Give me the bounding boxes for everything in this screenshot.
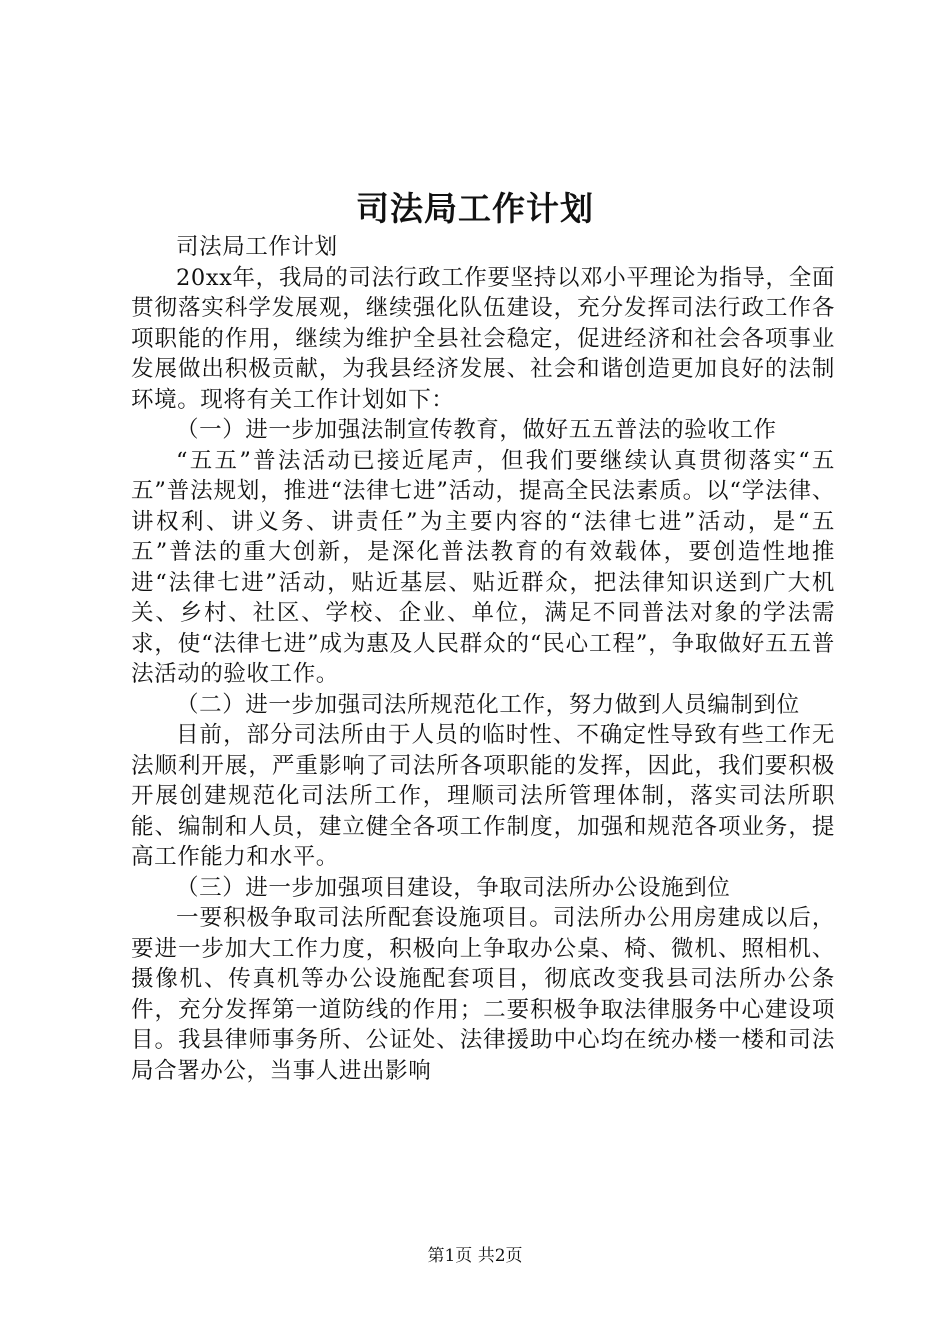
section-heading-2: （二）进一步加强司法所规范化工作，努力做到人员编制到位 [176,691,800,718]
document-title: 司法局工作计划 [356,189,594,228]
paragraph-subtitle: 司法局工作计划 [176,234,338,260]
paragraph-section-2: 目前，部分司法所由于人员的临时性、不确定性导致有些工作无法顺利开展，严重影响了司法所各项职能的发挥，因此，我们要积极开展创建规范化司法所工作，理顺司法所管理体制，落实司法所职能、编制和人员，建立健全各项工作制度，加强和规范各项业务，提高工作能力和水平。 [131,722,835,870]
document-body [131,232,835,1086]
paragraph-intro: 20xx年，我局的司法行政工作要坚持以邓小平理论为指导，全面贯彻落实科学发展观，继续强化队伍建设，充分发挥司法行政工作各项职能的作用，继续为维护全县社会稳定，促进经济和社会各项事业发展做出积极贡献，为我县经济发展、社会和谐创造更加良好的法制环境。现将有关工作计划如下： [131,264,835,413]
paragraph-section-1: “五五”普法活动已接近尾声，但我们要继续认真贯彻落实“五五”普法规划，推进“法律七进”活动，提高全民法素质。以“学法律、讲权利、讲义务、讲责任”为主要内容的“法律七进”活动，是“五五”普法的重大创新，是深化普法教育的有效载体，要创造性地推进“法律七进”活动，贴近基层、贴近群众，把法律知识送到广大机关、乡村、社区、学校、企业、单位，满足不同普法对象的学法需求，使“法律七进”成为惠及人民群众的“民心工程”，争取做好五五普法活动的验收工作。 [131,447,835,687]
section-heading-3: （三）进一步加强项目建设，争取司法所办公设施到位 [176,874,731,901]
paragraph-section-3: 一要积极争取司法所配套设施项目。司法所办公用房建成以后，要进一步加大工作力度，积极向上争取办公桌、椅、微机、照相机、摄像机、传真机等办公设施配套项目，彻底改变我县司法所办公条件，充分发挥第一道防线的作用；二要积极争取法律服务中心建设项目。我县律师事务所、公证处、法律援助中心均在统办楼一楼和司法局合署办公，当事人进出影响 [131,905,835,1084]
section-heading-1: （一）进一步加强法制宣传教育，做好五五普法的验收工作 [176,417,777,443]
page-number-footer: 第1页 共2页 [427,1246,523,1266]
